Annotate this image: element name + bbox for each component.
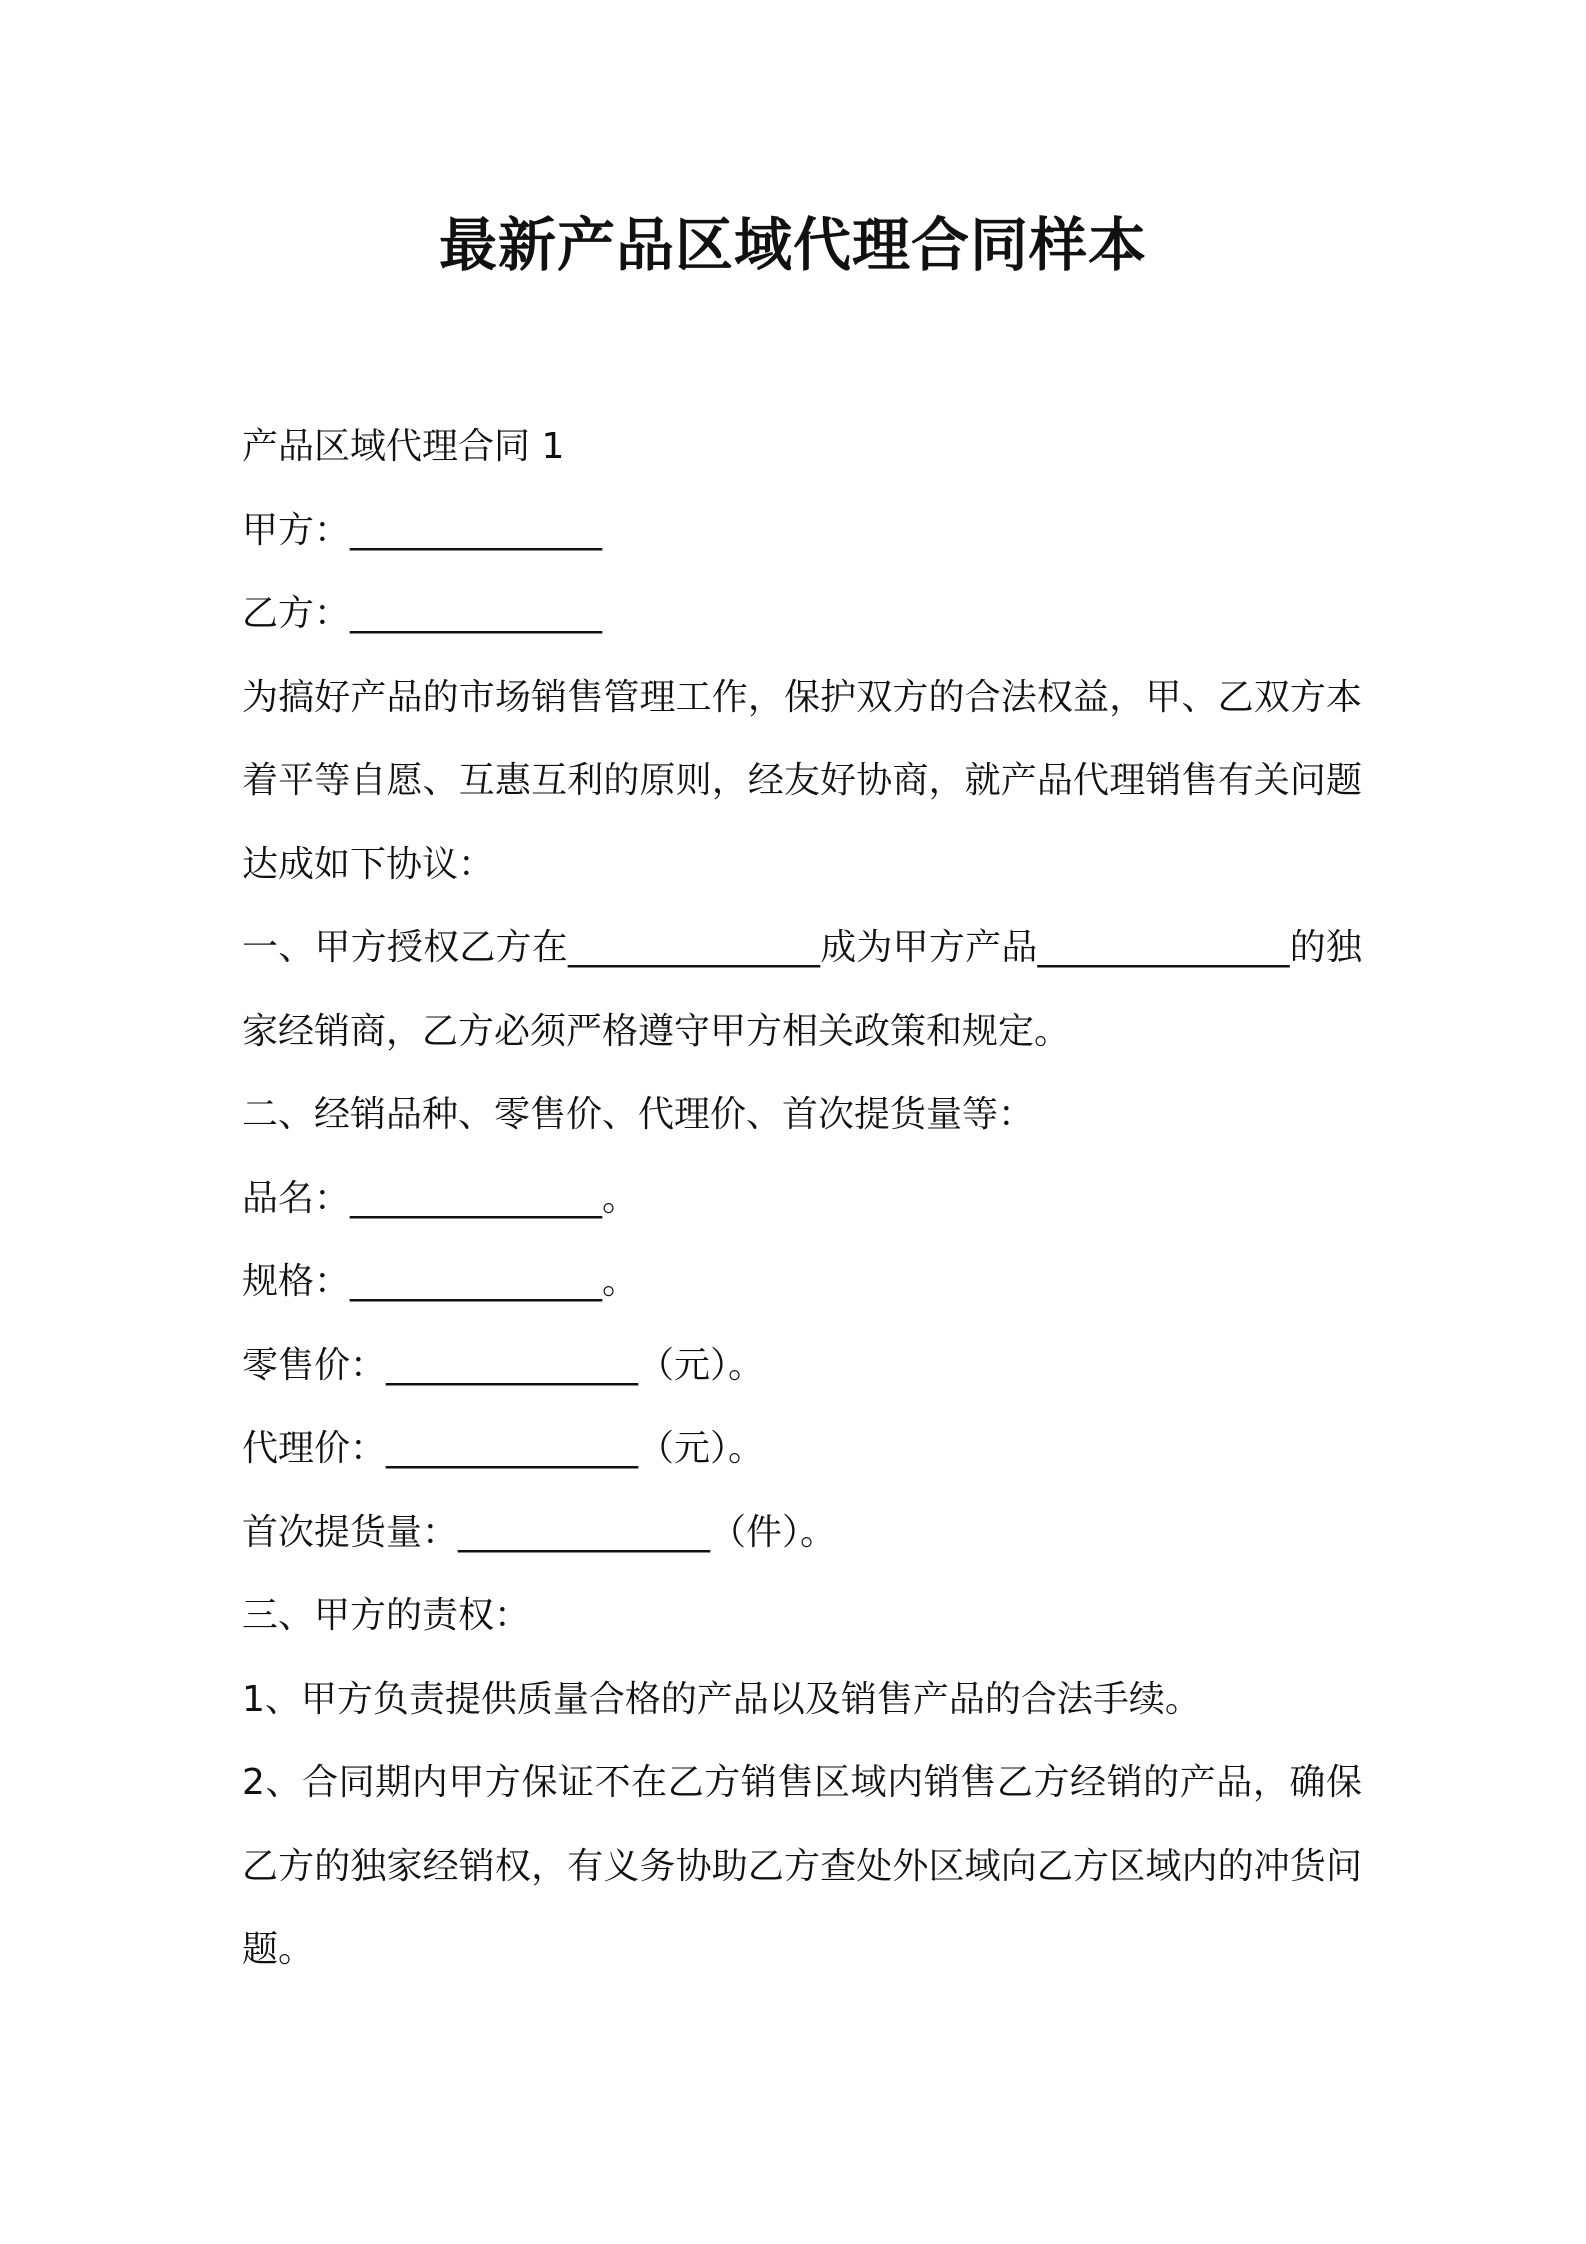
document-body [242, 405, 1362, 1992]
party-a-line: 甲方：______________ [242, 509, 603, 551]
clause-2-heading: 二、经销品种、零售价、代理价、首次提货量等： [242, 1094, 1035, 1135]
document-title: 最新产品区域代理合同样本 [438, 211, 1147, 279]
product-name-line: 品名：______________。 [242, 1177, 639, 1219]
agency-price-line: 代理价：______________（元）。 [242, 1428, 765, 1469]
specification-line: 规格：______________。 [242, 1261, 639, 1302]
clause-1-paragraph: 一、甲方授权乙方在______________成为甲方产品______________的独家经销商，乙方必须严格遵守甲方相关政策和规定。 [242, 927, 1362, 1052]
clause-3-item-1: 1、甲方负责提供质量合格的产品以及销售产品的合法手续。 [242, 1678, 1201, 1720]
retail-price-line: 零售价：______________（元）。 [242, 1344, 765, 1386]
clause-3-item-2: 2、合同期内甲方保证不在乙方销售区域内销售乙方经销的产品，确保乙方的独家经销权，有义务协助乙方查处外区域向乙方区域内的冲货问题。 [242, 1762, 1362, 1970]
clause-3-heading: 三、甲方的责权： [242, 1595, 531, 1636]
preamble-paragraph: 为搞好产品的市场销售管理工作，保护双方的合法权益，甲、乙双方本着平等自愿、互惠互利的原则，经友好协商，就产品代理销售有关问题达成如下协议： [242, 676, 1362, 885]
contract-subtitle: 产品区域代理合同 1 [242, 426, 565, 467]
first-order-quantity-line: 首次提货量：______________（件）。 [242, 1511, 837, 1553]
party-b-line: 乙方：______________ [242, 593, 603, 634]
